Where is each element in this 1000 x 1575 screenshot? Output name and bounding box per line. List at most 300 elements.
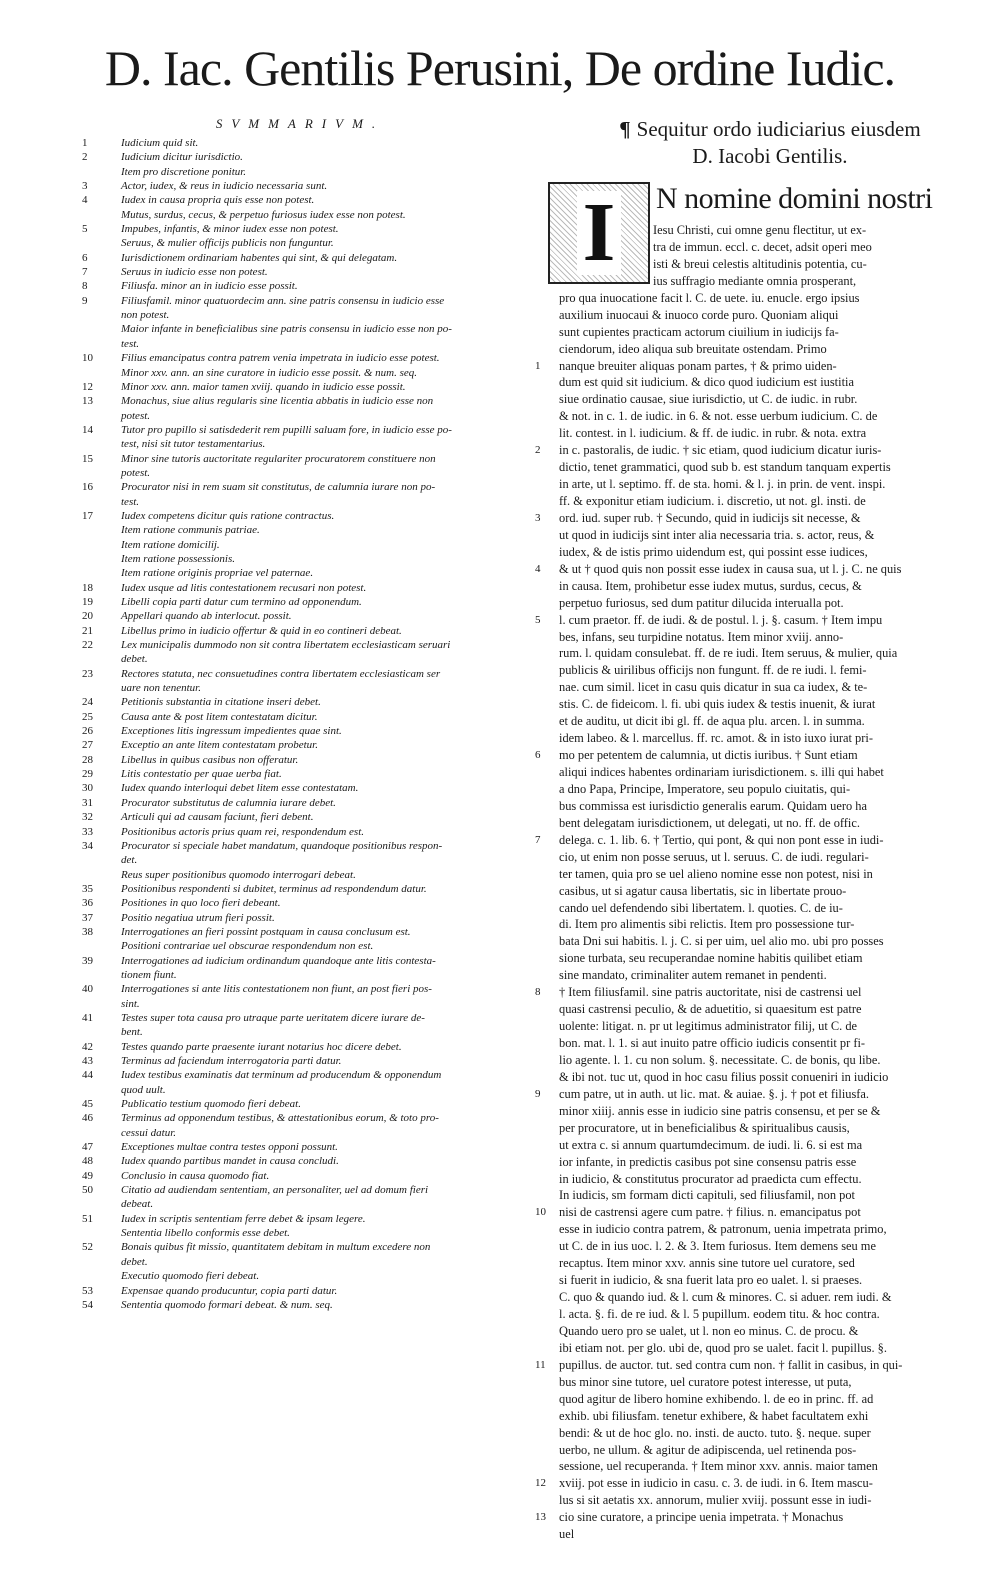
summary-item-text: Iurisdictionem ordinariam habentes qui sint, & qui delegatam. [121,251,398,264]
summary-item [82,1298,530,1312]
summary-item-text: Iudex in causa propria quis esse non potest. [121,194,315,207]
summary-item-text: bent. [121,1026,143,1039]
summary-item-number: 33 [82,825,93,838]
text-line [535,1187,995,1204]
summary-item [82,452,530,466]
text-line [535,374,995,391]
text-line-content: sione turbata, seu recuperandae nomine habitis quilibet etiam [559,951,863,966]
text-line [535,696,995,713]
text-line [535,1221,995,1238]
text-line-content: dum est quid sit iudicium. & dico quod iudicium est iustitia [559,375,854,390]
summary-item [82,236,530,250]
text-line-content: isti & breui celestis altitudinis potentia, cu- [653,256,867,271]
summary-item-text: test. [121,337,140,350]
text-line-content: in causa. Item, prohibetur esse iudex mutus, surdus, cecus, & [559,578,862,593]
summary-item [82,366,530,380]
text-line-content: bata Dni sui habitis. l. j. C. si per uim, uel alio mo. ubi pro posses [559,934,884,949]
text-line [535,1103,995,1120]
summary-item [82,710,530,724]
text-line-content: in c. pastoralis, de iudic. † sic etiam, quod iudicium dicatur iuris- [559,443,882,458]
text-line-content: et de auditu, ut dicit ibi gl. ff. de aqua plu. arcen. l. in summa. [559,714,865,729]
summary-item-number: 20 [82,610,93,623]
margin-number: 10 [535,1206,546,1219]
text-line [535,747,995,764]
summary-item-text: Tutor pro pupillo si satisdederit rem pupilli saluam fore, in iudicio esse po- [121,423,452,436]
summary-item-text: Procurator si speciale habet mandatum, quandoque positionibus respon- [121,839,443,852]
summary-item-number: 16 [82,481,93,494]
text-line-content: ut quod in iudicijs sint inter alia necessaria tria. s. actor, reus, & [559,527,875,542]
text-line-content: l. acta. §. fi. de re iud. & l. 5 pupillum. eodem titu. & hoc contra. [559,1307,880,1321]
margin-number: 5 [535,613,541,626]
text-line [535,425,995,442]
summary-item-text: non potest. [121,309,170,322]
text-line [535,1509,995,1526]
summary-item [82,495,530,509]
text-line-content: bon. mat. l. 1. si aut inuito patre officio iudicis consentit pr fi- [559,1036,866,1050]
summary-item-text: Libellus in quibus casibus non offeratur. [121,753,299,766]
summary-item [82,896,530,910]
summary-item-text: Appellari quando ab interlocut. possit. [121,610,292,623]
pilcrow-icon: ¶ [619,117,631,141]
summary-item [82,150,530,164]
summary-item-text: Iudicium quid sit. [121,137,199,149]
text-line-content: bendi: & ut de hoc glo. no. insti. de aucto. tuto. §. neque. super [559,1425,871,1440]
summary-item-number: 2 [82,151,88,164]
summary-item-text: Testes super tota causa pro utraque parte ueritatem dicere iurare de- [121,1011,425,1024]
text-line [535,341,995,358]
text-line [535,967,995,984]
summary-item-text: Positionibus actoris prius quam rei, respondendum est. [121,825,365,838]
text-line [535,493,995,510]
text-line [535,764,995,781]
summary-item-text: potest. [121,466,151,479]
text-line [535,1035,995,1052]
summary-item [82,839,530,853]
text-line-content: ut extra c. si annum quartumdecimum. de iudi. li. 6. si est ma [559,1137,863,1152]
text-line [535,1120,995,1137]
text-line-content: nae. cum simil. licet in casu quis dicatur in sua ca iudex, & te- [559,680,868,695]
margin-number: 1 [535,359,541,372]
summary-item-number: 17 [82,509,93,522]
summary-item [82,767,530,781]
text-line [535,459,995,476]
summary-item [82,1212,530,1226]
text-line [535,1154,995,1171]
text-line-content: lio agente. l. 1. cu non solum. §. necessitate. C. de bonis, qu libe. [559,1052,881,1067]
summary-item [82,423,530,437]
summary-item-text: Item ratione domicilij. [121,538,220,551]
summary-item-number: 51 [82,1212,93,1225]
summary-item [82,652,530,666]
text-line-content: publicis & uirilibus officijs non fungunt. ff. de re iudi. l. femi- [559,663,867,678]
summary-item [82,624,530,638]
summary-item-text: Filius emancipatus contra patrem venia impetrata in iudicio esse potest. [121,352,440,365]
summary-item-number: 21 [82,624,93,637]
summary-item-number: 41 [82,1011,93,1024]
text-line-content: exhib. ubi filiusfam. tenetur exhibere, & habet facultatem exhi [559,1408,869,1423]
summary-item [82,222,530,236]
summary-item-text: Conclusio in causa quomodo fiat. [121,1169,270,1182]
summary-item [82,609,530,623]
summary-item-number: 13 [82,395,93,408]
summary-item-number: 5 [82,223,88,236]
summary-item-text: Sententia quomodo formari debeat. & num. seq. [121,1298,333,1311]
text-line [535,324,995,341]
summary-item-text: Item ratione originis propriae vel paternae. [121,567,314,580]
text-line [535,1475,995,1492]
text-line [535,1323,995,1340]
summary-item-text: sint. [121,997,140,1010]
summary-item-number: 24 [82,696,93,709]
section-heading-line-1: Sequitur ordo iudiciarius eiusdem [636,117,921,141]
summary-item-text: Iudex testibus examinatis dat terminum ad producendum & opponendum [121,1069,442,1082]
text-line-content: per procuratore, ut in beneficialibus & spiritualibus causis, [559,1120,850,1135]
text-line [535,1391,995,1408]
text-line [535,781,995,798]
summary-item-text: quod uult. [121,1083,166,1096]
summary-item [82,552,530,566]
summary-item [82,595,530,609]
summary-item-number: 26 [82,725,93,738]
summary-item-number: 43 [82,1055,93,1067]
summary-item [82,179,530,193]
summary-item [82,538,530,552]
text-line [535,1357,995,1374]
summary-item [82,1126,530,1140]
text-line [535,1171,995,1188]
text-line [535,1238,995,1255]
text-line [535,595,995,612]
summary-item [82,781,530,795]
summary-item-text: Iudex quando interloqui debet litem esse contestatam. [121,782,359,795]
summary-item [82,968,530,982]
text-line-content: tra de immun. eccl. c. decet, adsit operi meo [653,239,872,254]
summary-item-text: Lex municipalis dummodo non sit contra libertatem ecclesiasticam seruari [121,639,451,652]
summary-item-number: 29 [82,768,93,781]
text-line-content: ut C. de in ius uoc. l. 2. & 3. Item furiosus. Item demens seu me [559,1239,876,1254]
summary-item [82,681,530,695]
text-line [535,866,995,883]
summary-item-number: 1 [82,137,88,149]
text-line-content: idem labeo. & l. marcellus. ff. rc. amot. & in isto iuxo iurat pri- [559,731,873,746]
summary-item-number: 19 [82,596,93,608]
text-line-content: casibus, ut si agatur causa libertatis, sic in libertate prouo- [559,883,847,898]
text-line-content: nisi de castrensi agere cum patre. † filius. n. emancipatus pot [559,1205,861,1220]
text-line-content: cio, ut enim non posse seruus, ut l. seruus. C. de iudi. regulari- [559,849,869,864]
text-line-content: cio sine curatore, a principe uenia impetrata. † Monachus [559,1510,844,1525]
text-line-content: l. cum praetor. ff. de iudi. & de postul. l. j. §. casum. † Item impu [559,612,883,627]
summary-item-number: 36 [82,897,93,910]
summary-item-text: Expensae quando producuntur, copia parti datur. [121,1284,338,1297]
summary-item-text: Iudex usque ad litis contestationem recusari non potest. [121,581,367,594]
text-line [535,561,995,578]
summary-item-text: Interrogationes si ante litis contestationem non fiunt, an post fieri pos- [121,983,432,996]
summary-item-number: 47 [82,1141,93,1154]
text-line [535,900,995,917]
text-line-content: bus minor sine tutore, uel curatore potest interesse, ut puta, [559,1374,852,1389]
text-line [535,713,995,730]
summary-item-number: 39 [82,954,93,967]
text-line [535,1069,995,1086]
summary-item [82,308,530,322]
summary-item-number: 38 [82,925,93,938]
summary-item-text: Executio quomodo fieri debeat. [121,1270,260,1283]
summary-item-number: 18 [82,581,93,594]
summary-item-text: debet. [121,1255,148,1268]
summary-item-text: Procurator substitutus de calumnia iurare debet. [121,796,336,809]
summary-item [82,437,530,451]
summary-item-text: test, nisi sit tutor testamentarius. [121,438,266,451]
summary-item [82,825,530,839]
summary-item [82,294,530,308]
text-line-content: ff. & exponitur etiam iudicium. i. discretio, ut not. gl. insti. de [559,494,866,508]
text-line [535,408,995,425]
text-line [535,307,995,324]
summary-item-text: Iudex quando partibus mandet in causa concludi. [121,1155,339,1168]
text-line [535,849,995,866]
summary-heading: SVMMARIVM. [215,116,385,131]
summary-item [82,753,530,767]
margin-number: 12 [535,1477,546,1490]
summary-item-text: Libellus primo in iudicio offertur & quid in eo contineri debeat. [121,624,402,637]
margin-number: 2 [535,444,541,457]
text-line [535,612,995,629]
text-line [535,1458,995,1475]
text-line-content: mo per petentem de calumnia, ut dictis iuribus. † Sunt etiam [559,748,858,763]
summary-item [82,251,530,265]
summary-item-number: 14 [82,423,93,436]
summary-item [82,1197,530,1211]
text-line [535,662,995,679]
summary-item-number: 34 [82,839,93,852]
text-line-content: si fuerit in iudicio, & sna fuerit lata pro eo ualet. l. si praeses. [559,1273,863,1288]
text-line [535,290,995,307]
summary-item-text: Positionibus respondenti si dubitet, terminus ad respondendum datur. [121,882,427,895]
summary-item [82,351,530,365]
text-line-content: recaptus. Item minor xxv. annis sine tutore uel curatore, sed [559,1256,855,1271]
summary-item-text: test. [121,495,140,508]
text-line-content: ibi etiam not. per glo. ubi de, quod pro se ualet. facit l. pupillus. §. [559,1340,887,1355]
text-line-content: & not. in c. 1. de iudic. in 6. & not. esse uerbum iudicium. C. de [559,409,878,424]
summary-item-text: Positio negatiua utrum fieri possit. [121,911,275,924]
margin-number: 8 [535,986,541,999]
summary-item-text: Petitionis substantia in citatione inseri debet. [121,696,321,709]
summary-item-text: Exceptiones multae contra testes opponi possunt. [121,1141,338,1154]
text-line-content: in iudicio, & constitutus procurator ad praedicta cum effectu. [559,1171,862,1186]
margin-number: 3 [535,511,541,524]
text-line [535,1255,995,1272]
summary-item-text: Interrogationes an fieri possint postquam in causa conclusum est. [121,925,411,938]
summary-item [82,997,530,1011]
summary-item-text: debeat. [121,1198,154,1211]
summary-item [82,322,530,336]
summary-item-text: Interrogationes ad iudicium ordinandum quandoque ante litis contesta- [121,954,436,967]
text-line-content: & ut † quod quis non possit esse iudex in causa sua, ut l. j. C. ne quis [559,561,902,576]
summary-item-number: 45 [82,1098,93,1111]
summary-item [82,581,530,595]
summary-item [82,1240,530,1254]
summary-item-text: Articuli qui ad causam faciunt, fieri debent. [121,811,314,824]
summary-item-text: Filiusfa. minor an in iudicio esse possit. [121,280,298,293]
margin-number: 7 [535,833,541,846]
summary-item [82,796,530,810]
summary-item [82,1040,530,1054]
text-line-content: aliqui indices habentes ordinariam iurisdictionem. s. illi qui habet [559,765,884,779]
text-line [535,1137,995,1154]
text-line-content: bus commissa est iurisdictio generalis earum. Quidam uero ha [559,798,867,813]
summary-item-text: potest. [121,409,151,422]
text-line-content: pupillus. de auctor. tut. sed contra cum non. † fallit in casibus, in qui- [559,1357,903,1372]
summary-item-text: Item ratione communis patriae. [121,524,260,537]
summary-item-text: Iudex competens dicitur quis ratione contractus. [121,509,335,522]
summary-item-text: Item pro discretione ponitur. [121,165,247,178]
summary-item-text: Positiones in quo loco fieri debeant. [121,897,281,910]
summary-item [82,982,530,996]
summary-item-text: tionem fiunt. [121,968,177,981]
summary-item-text: Litis contestatio per quae uerba fiat. [121,768,282,781]
summary-item [82,165,530,179]
summary-item-text: Terminus ad faciendum interrogatoria parti datur. [121,1055,342,1067]
text-line [535,1340,995,1357]
summary-item [82,566,530,580]
summary-item [82,1054,530,1068]
text-line [535,984,995,1001]
text-line [535,1442,995,1459]
summary-item [82,1025,530,1039]
summary-item-number: 9 [82,294,88,307]
summary-item-number: 8 [82,280,88,293]
summary-item-number: 40 [82,983,93,996]
summary-item-number: 6 [82,251,88,264]
summary-item-text: Terminus ad opponendum testibus, & attestationibus eorum, & toto pro- [121,1112,439,1125]
text-line-content: delega. c. 1. lib. 6. † Tertio, qui pont, & qui non pont esse in iudi- [559,832,884,847]
summary-item-number: 15 [82,452,93,465]
text-line [535,1018,995,1035]
summary-item [82,1068,530,1082]
text-line-content: bes, infans, seu turpidine notatus. Item minor xviij. anno- [559,629,844,644]
text-line [535,239,995,256]
text-line [535,527,995,544]
summary-item-text: Reus super positionibus quomodo interrogari debeat. [121,868,356,881]
summary-item-text: Minor xxv. ann. an sine curatore in iudicio esse possit. & num. seq. [121,366,418,379]
summary-item [82,667,530,681]
text-line [535,933,995,950]
summary-item-number: 10 [82,352,93,365]
summary-item [82,724,530,738]
text-line-content: cando uel defendendo sibi libertatem. l. quoties. C. de iu- [559,900,843,915]
summary-item [82,265,530,279]
summary-item [82,136,530,150]
summary-item-number: 35 [82,882,93,895]
summary-item-text: uare non tenentur. [121,682,201,695]
summary-item [82,279,530,293]
text-line [535,442,995,459]
text-line-content: lit. contest. in l. iudicium. & ff. de iudic. in rubr. & nota. extra [559,426,867,441]
summary-item [82,1011,530,1025]
summary-item [82,1255,530,1269]
summary-item-text: Mutus, surdus, cecus, & perpetuo furiosus iudex esse non potest. [121,208,406,221]
summary-item [82,208,530,222]
summary-item-text: Libelli copia parti datur cum termino ad opponendum. [121,596,362,608]
section-heading [560,116,980,170]
text-line-content: In iudicis, sm formam dicti capituli, sed filiusfamil, non pot [559,1188,855,1203]
text-line [535,544,995,561]
summary-item [82,1154,530,1168]
summary-item-number: 54 [82,1298,93,1311]
summary-item [82,409,530,423]
summary-item-number: 22 [82,639,93,652]
text-line-content: lus si sit aetatis xx. annorum, mulier xviij. possunt esse in iudi- [559,1493,872,1508]
text-line-content: in arte, ut l. septimo. ff. de sta. homi. & l. j. in prin. de vent. inspi. [559,477,886,492]
text-line [535,1289,995,1306]
text-line [535,832,995,849]
summary-item-text: Exceptiones litis ingressum impedientes quae sint. [121,725,342,738]
text-line [535,1204,995,1221]
summary-item [82,337,530,351]
text-line-content: pro qua inuocatione facit l. C. de uete. iu. enucle. ergo ipsius [559,290,860,305]
text-line [535,1374,995,1391]
text-line-content: xviij. pot esse in iudicio in casu. c. 3. de iudi. in 6. Item mascu- [559,1476,873,1491]
summary-item-text: Monachus, siue alius regularis sine licentia abbatis in iudicio esse non [121,395,434,408]
text-line [535,1526,995,1543]
text-line-content: uerbo, ne ullum. & agitur de adipiscenda, uel retinenda pos- [559,1442,857,1457]
text-line [535,1272,995,1289]
summary-item [82,480,530,494]
text-line-content: Quando uero pro se ualet, ut l. non eo minus. C. de procu. & [559,1323,859,1338]
text-line-content: ter tamen, quia pro se uel alieno nomine esse non potest, nisi in [559,866,873,881]
summary-item-number: 4 [82,194,88,207]
text-line-content: siue ordinatio causae, siue iurisdictio, ut C. de iudic. in rubr. [559,392,858,407]
summary-item-number: 42 [82,1040,93,1053]
text-line [535,1492,995,1509]
text-line-content: rum. l. quidam consulebat. ff. de re iudi. Item seruus, & mulier, quia [559,646,898,661]
text-line-content: ciendorum, ideo aliqua sub breuitate ostendam. Primo [559,341,827,356]
summary-item [82,1111,530,1125]
summary-item-number: 31 [82,796,93,809]
summary-item [82,193,530,207]
summary-item [82,925,530,939]
summary-item-number: 37 [82,911,93,924]
text-line-content: sunt cupientes practicam actorum ciuilium in iudicijs fa- [559,324,839,339]
text-line [535,391,995,408]
summary-item [82,1284,530,1298]
text-line [535,679,995,696]
summary-item-number: 32 [82,811,93,824]
summary-item [82,638,530,652]
text-line [535,273,995,290]
summary-item-text: Positioni contrariae uel obscurae respondendum non est. [121,940,374,953]
text-line-content: stis. C. de fideicom. l. fi. ubi quis iudex & testis inuenit, & iurat [559,697,876,712]
summary-item [82,1097,530,1111]
summary-item [82,523,530,537]
summary-item-number: 23 [82,667,93,680]
summary-item [82,868,530,882]
text-line [535,1306,995,1323]
opening-line: N nomine domini nostri [656,182,933,215]
text-line-content: auxilium inuocaui & inuoco corde puro. Quoniam aliqui [559,307,839,322]
summary-item [82,738,530,752]
text-line-content: di. Item pro alimentis sibi relictis. Item pro possessione tur- [559,917,855,932]
summary-item [82,380,530,394]
text-line-content: cum patre, ut in auth. ut lic. mat. & auiae. §. j. † pot et filiusfa. [559,1086,870,1101]
summary-item-number: 52 [82,1241,93,1254]
summary-item-number: 12 [82,380,93,393]
text-line-content: ior infante, in predictis casibus pot sine consensu patris esse [559,1154,857,1169]
summary-item-text: Iudex in scriptis sententiam ferre debet & ipsam legere. [121,1212,366,1225]
summary-item [82,509,530,523]
text-line [535,256,995,273]
margin-number: 4 [535,562,541,575]
